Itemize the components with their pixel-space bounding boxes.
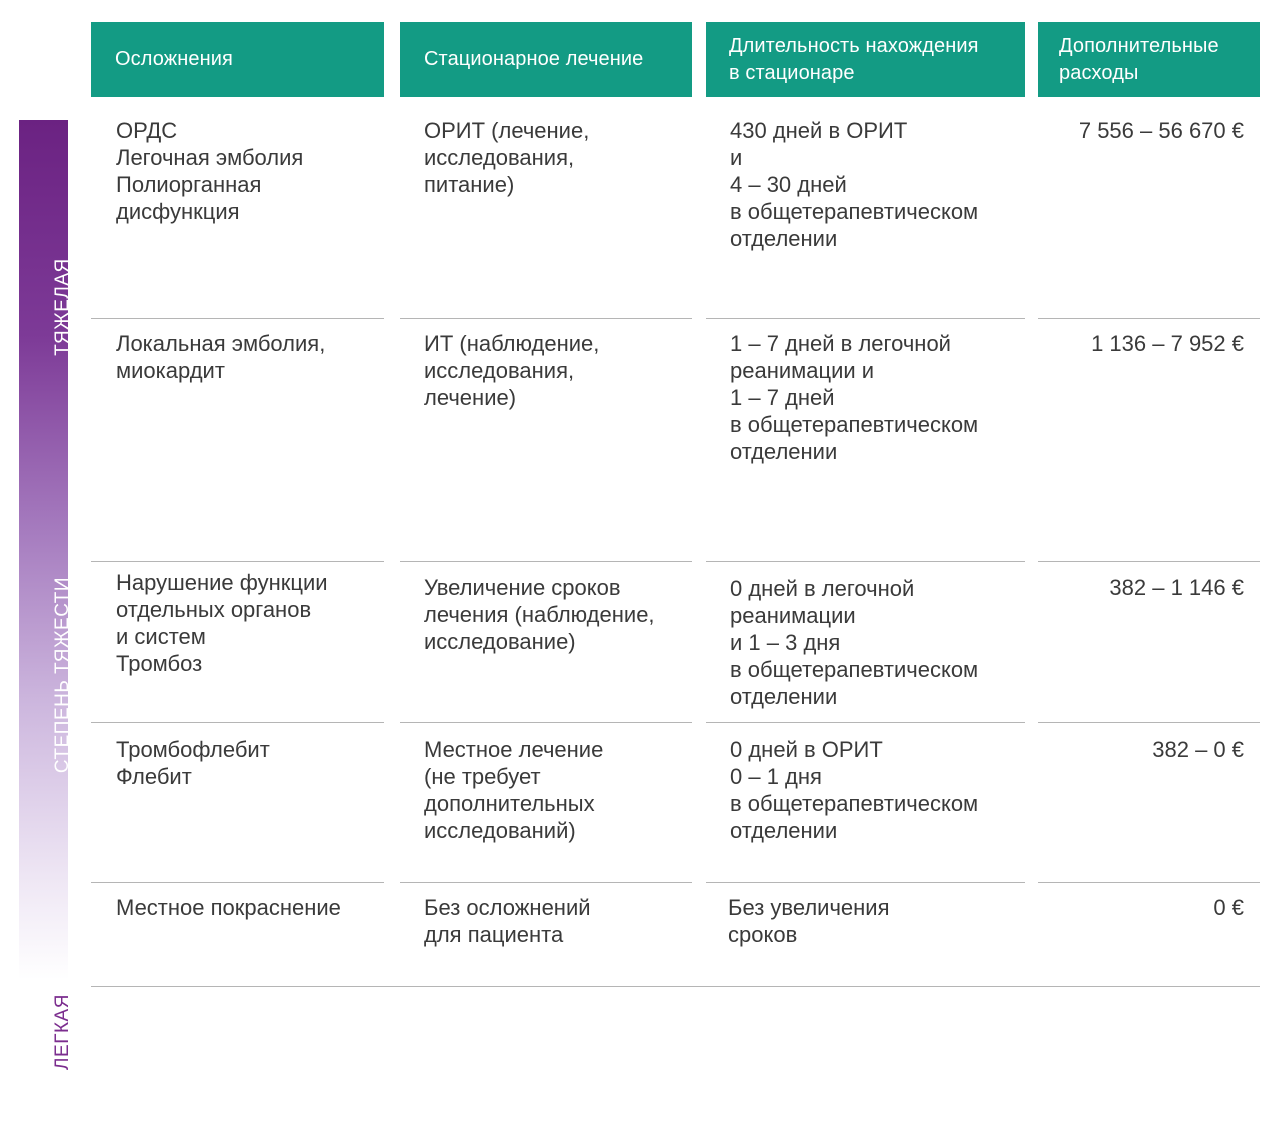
header-duration <box>706 22 1025 97</box>
header-costs-label: Дополнительные расходы <box>1059 34 1219 84</box>
row-divider <box>1038 561 1260 562</box>
header-inpatient <box>400 22 692 97</box>
header-duration-label: Длительность нахождения в стационаре <box>729 34 979 84</box>
row-divider <box>706 318 1025 319</box>
row5-costs: 0 € <box>1213 895 1244 920</box>
row4-duration: 0 дней в ОРИТ 0 – 1 дня в общетерапевтическом отделении <box>730 737 979 843</box>
header-costs <box>1038 22 1260 97</box>
row3-inpatient: Увеличение сроков лечения (наблюдение, исследование) <box>424 575 655 654</box>
row1-inpatient: ОРИТ (лечение, исследования, питание) <box>424 118 590 197</box>
header-inpatient-label: Стационарное лечение <box>424 48 644 70</box>
row-divider <box>706 561 1025 562</box>
row2-duration: 1 – 7 дней в легочной реанимации и 1 – 7 дней в общетерапевтическом отделении <box>730 331 979 464</box>
row-divider <box>400 882 692 883</box>
row3-duration: 0 дней в легочной реанимации и 1 – 3 дня в общетерапевтическом отделении <box>730 576 979 709</box>
row4-complications: Тромбофлебит Флебит <box>116 737 270 789</box>
severity-bottom-label: ЛЕГКАЯ <box>52 994 73 1070</box>
row2-inpatient: ИТ (наблюдение, исследования, лечение) <box>424 331 600 410</box>
row-divider <box>91 722 384 723</box>
row5-inpatient: Без осложнений для пациента <box>424 895 591 947</box>
severity-gradient-bar <box>19 120 73 1070</box>
row-divider <box>400 722 692 723</box>
row-divider <box>706 722 1025 723</box>
row5-duration: Без увеличения сроков <box>728 895 890 947</box>
row-divider <box>400 561 692 562</box>
row5-complications: Местное покраснение <box>116 895 341 920</box>
row-divider <box>91 318 384 319</box>
header-complications-label: Осложнения <box>115 48 233 70</box>
row2-complications: Локальная эмболия, миокардит <box>116 331 326 383</box>
severity-top-label: ТЯЖЕЛАЯ <box>52 258 73 356</box>
row-divider <box>400 318 692 319</box>
row-divider <box>1038 722 1260 723</box>
row-divider <box>91 561 384 562</box>
row2-costs: 1 136 – 7 952 € <box>1091 331 1244 356</box>
row-divider <box>1038 882 1260 883</box>
row1-costs: 7 556 – 56 670 € <box>1078 118 1244 143</box>
row4-inpatient: Местное лечение (не требует дополнительных исследований) <box>424 737 604 843</box>
severity-axis-label: СТЕПЕНЬ ТЯЖЕСТИ <box>52 576 73 774</box>
row3-costs: 382 – 1 146 € <box>1109 575 1244 600</box>
table-bottom-rule <box>91 986 1260 987</box>
row1-duration: 430 дней в ОРИТ и 4 – 30 дней в общетерапевтическом отделении <box>730 118 979 251</box>
row-divider <box>706 882 1025 883</box>
row1-complications: ОРДС Легочная эмболия Полиорганная дисфункция <box>116 118 304 224</box>
row-divider <box>91 882 384 883</box>
row4-costs: 382 – 0 € <box>1152 737 1244 762</box>
row-divider <box>1038 318 1260 319</box>
row3-complications: Нарушение функции отдельных органов и систем Тромбоз <box>116 570 328 676</box>
header-complications <box>91 22 384 97</box>
